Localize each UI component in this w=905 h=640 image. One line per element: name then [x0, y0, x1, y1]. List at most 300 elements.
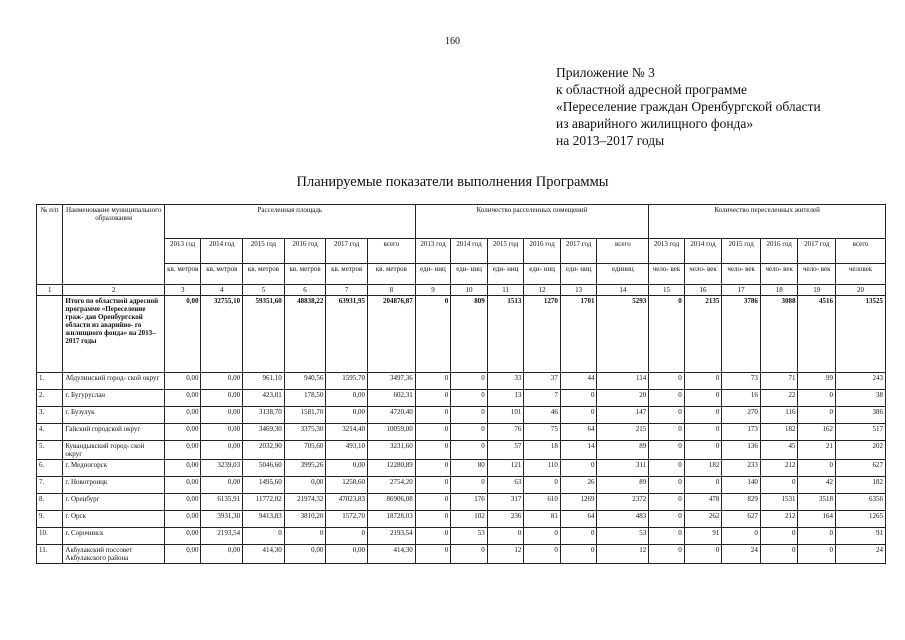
value-cell: 627	[722, 511, 761, 528]
value-cell: 6135,91	[201, 494, 243, 511]
column-number: 5	[243, 285, 285, 296]
value-cell: 16	[722, 390, 761, 407]
unit-header: еди- ниц	[451, 264, 488, 285]
value-cell: 0	[649, 407, 685, 424]
value-cell: 121	[487, 460, 524, 477]
column-number-row	[37, 285, 886, 296]
unit-header: еди- ниц	[524, 264, 561, 285]
value-cell: 3239,03	[201, 460, 243, 477]
value-cell: 13525	[836, 296, 886, 373]
value-cell: 1572,70	[326, 511, 368, 528]
unit-header: еди- ниц	[560, 264, 597, 285]
value-cell: 0	[415, 528, 451, 545]
value-cell: 0	[560, 390, 597, 407]
value-cell: 0	[560, 460, 597, 477]
value-cell: 627	[836, 460, 886, 477]
year-header: 2015 год	[487, 239, 524, 264]
value-cell: 0	[649, 424, 685, 441]
value-cell: 114	[597, 373, 649, 390]
value-cell: 136	[722, 441, 761, 460]
table-row	[37, 390, 886, 407]
value-cell: 414,30	[367, 545, 415, 564]
value-cell: 63	[487, 477, 524, 494]
value-cell: 3995,26	[284, 460, 326, 477]
unit-header: единиц	[597, 264, 649, 285]
value-cell: 0,00	[284, 545, 326, 564]
municipality-name: г. Оренбург	[63, 494, 165, 511]
unit-header: кв. метров	[201, 264, 243, 285]
year-header: 2013 год	[164, 239, 201, 264]
value-cell: 91	[684, 528, 722, 545]
value-cell: 0,00	[284, 477, 326, 494]
value-cell: 202	[836, 441, 886, 460]
value-cell: 44	[560, 373, 597, 390]
value-cell: 3138,70	[243, 407, 285, 424]
value-cell: 3375,30	[284, 424, 326, 441]
value-cell: 1513	[487, 296, 524, 373]
value-cell: 0,00	[201, 373, 243, 390]
value-cell: 89	[597, 477, 649, 494]
value-cell: 610	[524, 494, 561, 511]
unit-header: кв. метров	[284, 264, 326, 285]
value-cell: 0	[684, 545, 722, 564]
total-row	[37, 296, 886, 373]
year-header: 2017 год	[326, 239, 368, 264]
value-cell: 5046,60	[243, 460, 285, 477]
value-cell: 1495,60	[243, 477, 285, 494]
value-cell: 0	[684, 477, 722, 494]
value-cell: 59351,60	[243, 296, 285, 373]
value-cell: 12	[597, 545, 649, 564]
value-cell: 0	[798, 528, 836, 545]
value-cell: 705,60	[284, 441, 326, 460]
header-people-group: Количество переселенных жителей	[649, 205, 886, 239]
table-row	[37, 511, 886, 528]
value-cell: 102	[451, 511, 488, 528]
unit-header: кв. метров	[164, 264, 201, 285]
municipality-name: Кувандыкский город- ской округ	[63, 441, 165, 460]
indicators-table	[36, 204, 886, 564]
value-cell: 5293	[597, 296, 649, 373]
value-cell: 212	[760, 460, 798, 477]
table-row	[37, 528, 886, 545]
value-cell: 262	[684, 511, 722, 528]
column-number: 6	[284, 285, 326, 296]
table-row	[37, 460, 886, 477]
value-cell: 140	[722, 477, 761, 494]
row-index: 1.	[37, 373, 63, 390]
value-cell: 21974,32	[284, 494, 326, 511]
value-cell: 0	[684, 441, 722, 460]
header-units-group: Количество расселенных помещений	[415, 205, 649, 239]
row-index: 4.	[37, 424, 63, 441]
value-cell: 0	[560, 407, 597, 424]
value-cell: 53	[597, 528, 649, 545]
value-cell: 270	[722, 407, 761, 424]
appendix-line: к областной адресной программе	[556, 82, 747, 97]
value-cell: 101	[487, 407, 524, 424]
value-cell: 0,00	[164, 477, 201, 494]
value-cell: 0	[451, 407, 488, 424]
municipality-name: г. Сорочинск	[63, 528, 165, 545]
municipality-name: г. Бузулук	[63, 407, 165, 424]
value-cell: 46	[524, 407, 561, 424]
value-cell: 0	[560, 545, 597, 564]
value-cell: 317	[487, 494, 524, 511]
value-cell: 0,00	[164, 441, 201, 460]
row-index: 8.	[37, 494, 63, 511]
unit-header: чело- век	[649, 264, 685, 285]
unit-header: чело- век	[684, 264, 722, 285]
value-cell: 75	[524, 424, 561, 441]
value-cell: 233	[722, 460, 761, 477]
value-cell: 0	[649, 296, 685, 373]
value-cell: 0	[760, 528, 798, 545]
value-cell: 37	[524, 373, 561, 390]
value-cell: 0	[798, 460, 836, 477]
appendix-heading	[556, 64, 821, 149]
value-cell: 22	[760, 390, 798, 407]
value-cell: 0	[524, 477, 561, 494]
value-cell: 73	[722, 373, 761, 390]
value-cell: 0,00	[201, 477, 243, 494]
value-cell: 53	[451, 528, 488, 545]
value-cell: 0	[415, 407, 451, 424]
column-number: 14	[597, 285, 649, 296]
value-cell: 3786	[722, 296, 761, 373]
year-header: 2017 год	[560, 239, 597, 264]
value-cell: 18	[524, 441, 561, 460]
value-cell: 3931,30	[201, 511, 243, 528]
appendix-line: на 2013–2017 годы	[556, 133, 665, 148]
value-cell: 1269	[560, 494, 597, 511]
column-number: 9	[415, 285, 451, 296]
value-cell: 0	[760, 545, 798, 564]
unit-header: человек	[836, 264, 886, 285]
value-cell: 173	[722, 424, 761, 441]
municipality-name: г. Бугуруслан	[63, 390, 165, 407]
year-header: 2014 год	[451, 239, 488, 264]
value-cell: 0	[451, 545, 488, 564]
value-cell: 81	[524, 511, 561, 528]
row-index: 11.	[37, 545, 63, 564]
value-cell: 0,00	[164, 407, 201, 424]
value-cell: 162	[798, 424, 836, 441]
value-cell: 182	[684, 460, 722, 477]
value-cell: 0	[649, 441, 685, 460]
value-cell: 0	[487, 528, 524, 545]
value-cell: 602,31	[367, 390, 415, 407]
value-cell: 0	[798, 407, 836, 424]
value-cell: 9413,83	[243, 511, 285, 528]
value-cell: 0,00	[164, 390, 201, 407]
value-cell: 10059,00	[367, 424, 415, 441]
header-municipality: Наименование муниципального образования	[63, 205, 165, 285]
year-header: всего	[367, 239, 415, 264]
unit-header: чело- век	[760, 264, 798, 285]
value-cell: 0	[649, 545, 685, 564]
value-cell: 483	[597, 511, 649, 528]
column-number: 18	[760, 285, 798, 296]
value-cell: 47023,83	[326, 494, 368, 511]
unit-header-row	[37, 264, 886, 285]
header-index: № п/п	[37, 205, 63, 285]
value-cell: 0	[684, 373, 722, 390]
column-number: 7	[326, 285, 368, 296]
column-number: 20	[836, 285, 886, 296]
value-cell: 1270	[524, 296, 561, 373]
value-cell: 178,50	[284, 390, 326, 407]
value-cell: 33	[487, 373, 524, 390]
value-cell: 0	[415, 460, 451, 477]
value-cell: 0	[415, 494, 451, 511]
value-cell: 0	[415, 441, 451, 460]
column-number: 12	[524, 285, 561, 296]
year-header: 2016 год	[284, 239, 326, 264]
value-cell: 1531	[760, 494, 798, 511]
value-cell: 21	[798, 441, 836, 460]
value-cell: 0	[649, 494, 685, 511]
value-cell: 311	[597, 460, 649, 477]
municipality-name: Итого по областной адресной программе «Переселение граж- дан Оренбургской области из аварийно- го жилищного фонда» на 2013– 2017 годы	[63, 296, 165, 373]
value-cell: 517	[836, 424, 886, 441]
value-cell: 182	[760, 424, 798, 441]
value-cell: 0	[760, 477, 798, 494]
value-cell: 147	[597, 407, 649, 424]
row-index: 2.	[37, 390, 63, 407]
column-number: 1	[37, 285, 63, 296]
year-header: 2015 год	[243, 239, 285, 264]
value-cell: 0,00	[201, 545, 243, 564]
value-cell: 1581,70	[284, 407, 326, 424]
unit-header: кв. метров	[367, 264, 415, 285]
year-header: 2013 год	[415, 239, 451, 264]
value-cell: 0	[451, 424, 488, 441]
value-cell: 0	[649, 390, 685, 407]
value-cell: 0	[649, 477, 685, 494]
value-cell: 423,81	[243, 390, 285, 407]
unit-header: чело- век	[722, 264, 761, 285]
value-cell: 20	[597, 390, 649, 407]
value-cell: 45	[760, 441, 798, 460]
municipality-name: Акбулакский поссовет Акбулакского района	[63, 545, 165, 564]
value-cell: 3518	[798, 494, 836, 511]
row-index: 9.	[37, 511, 63, 528]
value-cell: 110	[524, 460, 561, 477]
value-cell: 0,00	[201, 390, 243, 407]
year-header: 2016 год	[524, 239, 561, 264]
column-number: 10	[451, 285, 488, 296]
value-cell: 0	[415, 424, 451, 441]
value-cell: 0	[560, 528, 597, 545]
year-header: 2014 год	[684, 239, 722, 264]
value-cell: 89	[597, 441, 649, 460]
value-cell: 215	[597, 424, 649, 441]
column-number: 8	[367, 285, 415, 296]
value-cell: 0,00	[201, 407, 243, 424]
value-cell: 6356	[836, 494, 886, 511]
value-cell: 76	[487, 424, 524, 441]
value-cell: 0	[524, 528, 561, 545]
appendix-line: Приложение № 3	[556, 65, 655, 80]
value-cell: 243	[836, 373, 886, 390]
value-cell: 0,00	[201, 424, 243, 441]
table-row	[37, 477, 886, 494]
table-row	[37, 545, 886, 564]
value-cell: 0,00	[164, 545, 201, 564]
value-cell: 0,00	[326, 545, 368, 564]
table-row	[37, 441, 886, 460]
value-cell: 0,00	[164, 511, 201, 528]
unit-header: кв. метров	[326, 264, 368, 285]
value-cell: 1265	[836, 511, 886, 528]
value-cell: 24	[722, 545, 761, 564]
row-index: 6.	[37, 460, 63, 477]
table-row	[37, 407, 886, 424]
value-cell: 18728,03	[367, 511, 415, 528]
column-number: 13	[560, 285, 597, 296]
value-cell: 3497,36	[367, 373, 415, 390]
value-cell: 0	[415, 511, 451, 528]
value-cell: 0	[451, 373, 488, 390]
value-cell: 0	[798, 390, 836, 407]
value-cell: 91	[836, 528, 886, 545]
value-cell: 12280,89	[367, 460, 415, 477]
value-cell: 204876,87	[367, 296, 415, 373]
page-number: 160	[445, 36, 460, 47]
value-cell: 3810,20	[284, 511, 326, 528]
value-cell: 0	[415, 477, 451, 494]
municipality-name: г. Орск	[63, 511, 165, 528]
year-header: 2017 год	[798, 239, 836, 264]
column-number: 19	[798, 285, 836, 296]
row-index: 10.	[37, 528, 63, 545]
value-cell: 0,00	[164, 373, 201, 390]
unit-header: чело- век	[798, 264, 836, 285]
value-cell: 1701	[560, 296, 597, 373]
value-cell: 0	[415, 545, 451, 564]
table-row	[37, 424, 886, 441]
value-cell: 940,56	[284, 373, 326, 390]
value-cell: 236	[487, 511, 524, 528]
value-cell: 0	[415, 296, 451, 373]
value-cell: 42	[798, 477, 836, 494]
value-cell: 0,00	[164, 424, 201, 441]
value-cell: 176	[451, 494, 488, 511]
value-cell: 0,00	[164, 296, 201, 373]
value-cell: 493,10	[326, 441, 368, 460]
header-area-group: Расселенная площадь	[164, 205, 415, 239]
value-cell: 478	[684, 494, 722, 511]
value-cell: 64	[560, 424, 597, 441]
value-cell: 116	[760, 407, 798, 424]
unit-header: еди- ниц	[487, 264, 524, 285]
value-cell: 0,00	[326, 460, 368, 477]
row-index: 5.	[37, 441, 63, 460]
value-cell: 0,00	[164, 494, 201, 511]
value-cell: 961,10	[243, 373, 285, 390]
value-cell: 2135	[684, 296, 722, 373]
value-cell: 4720,40	[367, 407, 415, 424]
value-cell: 0	[284, 528, 326, 545]
municipality-name: г. Медногорск	[63, 460, 165, 477]
value-cell: 3469,30	[243, 424, 285, 441]
value-cell: 0	[722, 528, 761, 545]
value-cell: 4516	[798, 296, 836, 373]
value-cell: 0	[649, 373, 685, 390]
value-cell: 2032,90	[243, 441, 285, 460]
value-cell: 2193,54	[201, 528, 243, 545]
value-cell: 24	[836, 545, 886, 564]
appendix-line: «Переселение граждан Оренбургской области	[556, 99, 821, 114]
value-cell: 32755,10	[201, 296, 243, 373]
column-number: 16	[684, 285, 722, 296]
value-cell: 0	[451, 390, 488, 407]
row-index: 7.	[37, 477, 63, 494]
row-index	[37, 296, 63, 373]
table-body	[37, 296, 886, 564]
value-cell: 3214,40	[326, 424, 368, 441]
municipality-name: г. Новотроицк	[63, 477, 165, 494]
value-cell: 38	[836, 390, 886, 407]
column-number: 15	[649, 285, 685, 296]
column-number: 17	[722, 285, 761, 296]
document-title: Планируемые показатели выполнения Программы	[296, 174, 609, 190]
value-cell: 80	[451, 460, 488, 477]
value-cell: 1258,60	[326, 477, 368, 494]
value-cell: 13	[487, 390, 524, 407]
value-cell: 14	[560, 441, 597, 460]
column-number: 4	[201, 285, 243, 296]
unit-header: кв. метров	[243, 264, 285, 285]
value-cell: 7	[524, 390, 561, 407]
value-cell: 2754,20	[367, 477, 415, 494]
value-cell: 829	[722, 494, 761, 511]
value-cell: 0	[649, 460, 685, 477]
value-cell: 0,00	[164, 460, 201, 477]
municipality-name: Гайский городской округ	[63, 424, 165, 441]
value-cell: 63931,95	[326, 296, 368, 373]
value-cell: 0,00	[326, 407, 368, 424]
column-number: 3	[164, 285, 201, 296]
value-cell: 0	[798, 545, 836, 564]
value-cell: 809	[451, 296, 488, 373]
value-cell: 182	[836, 477, 886, 494]
appendix-line: из аварийного жилищного фонда»	[556, 116, 754, 131]
value-cell: 386	[836, 407, 886, 424]
year-header: 2015 год	[722, 239, 761, 264]
value-cell: 0,00	[326, 390, 368, 407]
column-number: 11	[487, 285, 524, 296]
value-cell: 3088	[760, 296, 798, 373]
value-cell: 0,00	[201, 441, 243, 460]
value-cell: 0	[415, 373, 451, 390]
value-cell: 0	[684, 407, 722, 424]
value-cell: 48838,22	[284, 296, 326, 373]
table-row	[37, 373, 886, 390]
value-cell: 0	[243, 528, 285, 545]
value-cell: 0	[451, 477, 488, 494]
value-cell: 2372	[597, 494, 649, 511]
year-header: всего	[597, 239, 649, 264]
value-cell: 1595,70	[326, 373, 368, 390]
value-cell: 0	[524, 545, 561, 564]
value-cell: 0	[649, 528, 685, 545]
value-cell: 26	[560, 477, 597, 494]
value-cell: 212	[760, 511, 798, 528]
row-index: 3.	[37, 407, 63, 424]
value-cell: 0	[415, 390, 451, 407]
